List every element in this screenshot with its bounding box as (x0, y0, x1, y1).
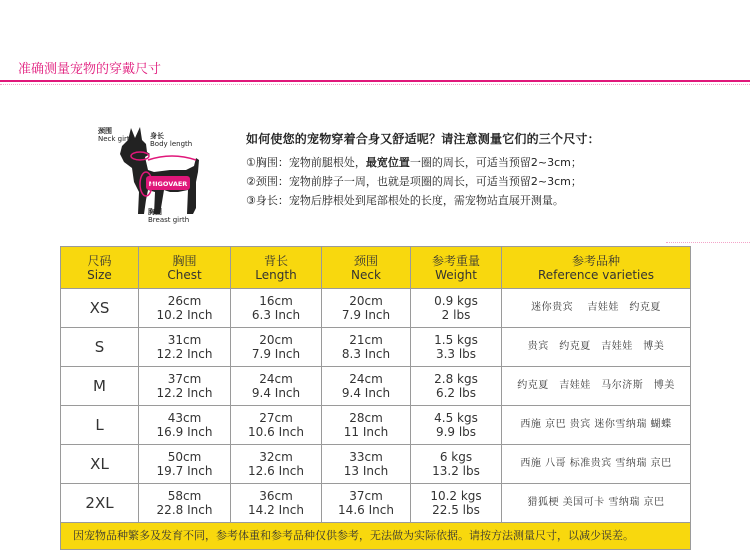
chest-cell: 37cm 12.2 Inch (139, 367, 231, 406)
breeds-cell: 贵宾 约克夏 吉娃娃 博美 (502, 328, 691, 367)
instruction-neck: ②颈围：宠物前脖子一周，也就是项圈的周长，可适当预留2~3cm； (246, 175, 582, 188)
brand-logo: MIGOVAER (148, 180, 188, 188)
breast-girth-label: 胸围 Breast girth (148, 208, 190, 224)
neck-girth-label: 颈围 Neck girth (98, 127, 135, 143)
chest-cell: 58cm 22.8 Inch (139, 484, 231, 523)
neck-cell: 28cm 11 Inch (322, 406, 411, 445)
page-title: 准确测量宠物的穿戴尺寸 (18, 62, 162, 77)
length-cell: 20cm 7.9 Inch (231, 328, 322, 367)
neck-cell: 37cm 14.6 Inch (322, 484, 411, 523)
table-row (61, 445, 691, 484)
neck-cell: 20cm 7.9 Inch (322, 289, 411, 328)
weight-cell: 10.2 kgs 22.5 lbs (411, 484, 502, 523)
neck-cell: 33cm 13 Inch (322, 445, 411, 484)
size-cell: L (61, 406, 139, 445)
neck-cell: 21cm 8.3 Inch (322, 328, 411, 367)
table-row (61, 406, 691, 445)
breeds-cell: 西施 京巴 贵宾 迷你雪纳瑞 蝴蝶 (502, 406, 691, 445)
side-dotted-divider (666, 242, 750, 243)
title-divider (0, 80, 750, 82)
size-cell: 2XL (61, 484, 139, 523)
chest-cell: 43cm 16.9 Inch (139, 406, 231, 445)
neck-cell: 24cm 9.4 Inch (322, 367, 411, 406)
weight-cell: 4.5 kgs 9.9 lbs (411, 406, 502, 445)
size-cell: S (61, 328, 139, 367)
header-weight: 参考重量 Weight (411, 247, 502, 289)
instructions-heading: 如何使您的宠物穿着合身又舒适呢？请注意测量它们的三个尺寸： (246, 132, 600, 146)
table-header-row (61, 247, 691, 289)
weight-cell: 2.8 kgs 6.2 lbs (411, 367, 502, 406)
header-varieties: 参考品种 Reference varieties (502, 247, 691, 289)
instruction-chest: ①胸围：宠物前腿根处，最宽位置一圈的周长，可适当预留2~3cm； (246, 156, 582, 169)
length-cell: 36cm 14.2 Inch (231, 484, 322, 523)
header-neck: 颈围 Neck (322, 247, 411, 289)
length-cell: 27cm 10.6 Inch (231, 406, 322, 445)
header-length: 背长 Length (231, 247, 322, 289)
weight-cell: 6 kgs 13.2 lbs (411, 445, 502, 484)
header-size: 尺码 Size (61, 247, 139, 289)
measurement-instructions (246, 130, 706, 210)
chest-cell: 50cm 19.7 Inch (139, 445, 231, 484)
instruction-length: ③身长：宠物后脖根处到尾部根处的长度，需宠物站直展开测量。 (246, 194, 564, 207)
breeds-cell: 猎狐梗 美国可卡 雪纳瑞 京巴 (502, 484, 691, 523)
breeds-cell: 迷你贵宾 吉娃娃 约克夏 (502, 289, 691, 328)
breeds-cell: 西施 八哥 标准贵宾 雪纳瑞 京巴 (502, 445, 691, 484)
table-note: 因宠物品种繁多及发育不同，参考体重和参考品种仅供参考，无法做为实际依据。请按方法测量尺寸，以减少误差。 (61, 523, 691, 550)
header-chest: 胸围 Chest (139, 247, 231, 289)
table-row (61, 289, 691, 328)
length-cell: 24cm 9.4 Inch (231, 367, 322, 406)
table-row (61, 328, 691, 367)
chest-cell: 31cm 12.2 Inch (139, 328, 231, 367)
size-cell: M (61, 367, 139, 406)
length-cell: 32cm 12.6 Inch (231, 445, 322, 484)
table-row (61, 367, 691, 406)
title-dotted-divider (0, 84, 750, 85)
table-row (61, 484, 691, 523)
dog-measurement-figure (62, 122, 222, 230)
chest-cell: 26cm 10.2 Inch (139, 289, 231, 328)
table-note-row (61, 523, 691, 550)
size-chart-table (60, 246, 691, 550)
weight-cell: 0.9 kgs 2 lbs (411, 289, 502, 328)
size-cell: XL (61, 445, 139, 484)
weight-cell: 1.5 kgs 3.3 lbs (411, 328, 502, 367)
body-length-label: 身长 Body length (150, 132, 193, 148)
breeds-cell: 约克夏 吉娃娃 马尔济斯 博美 (502, 367, 691, 406)
size-cell: XS (61, 289, 139, 328)
length-cell: 16cm 6.3 Inch (231, 289, 322, 328)
dog-silhouette-icon (62, 122, 222, 230)
